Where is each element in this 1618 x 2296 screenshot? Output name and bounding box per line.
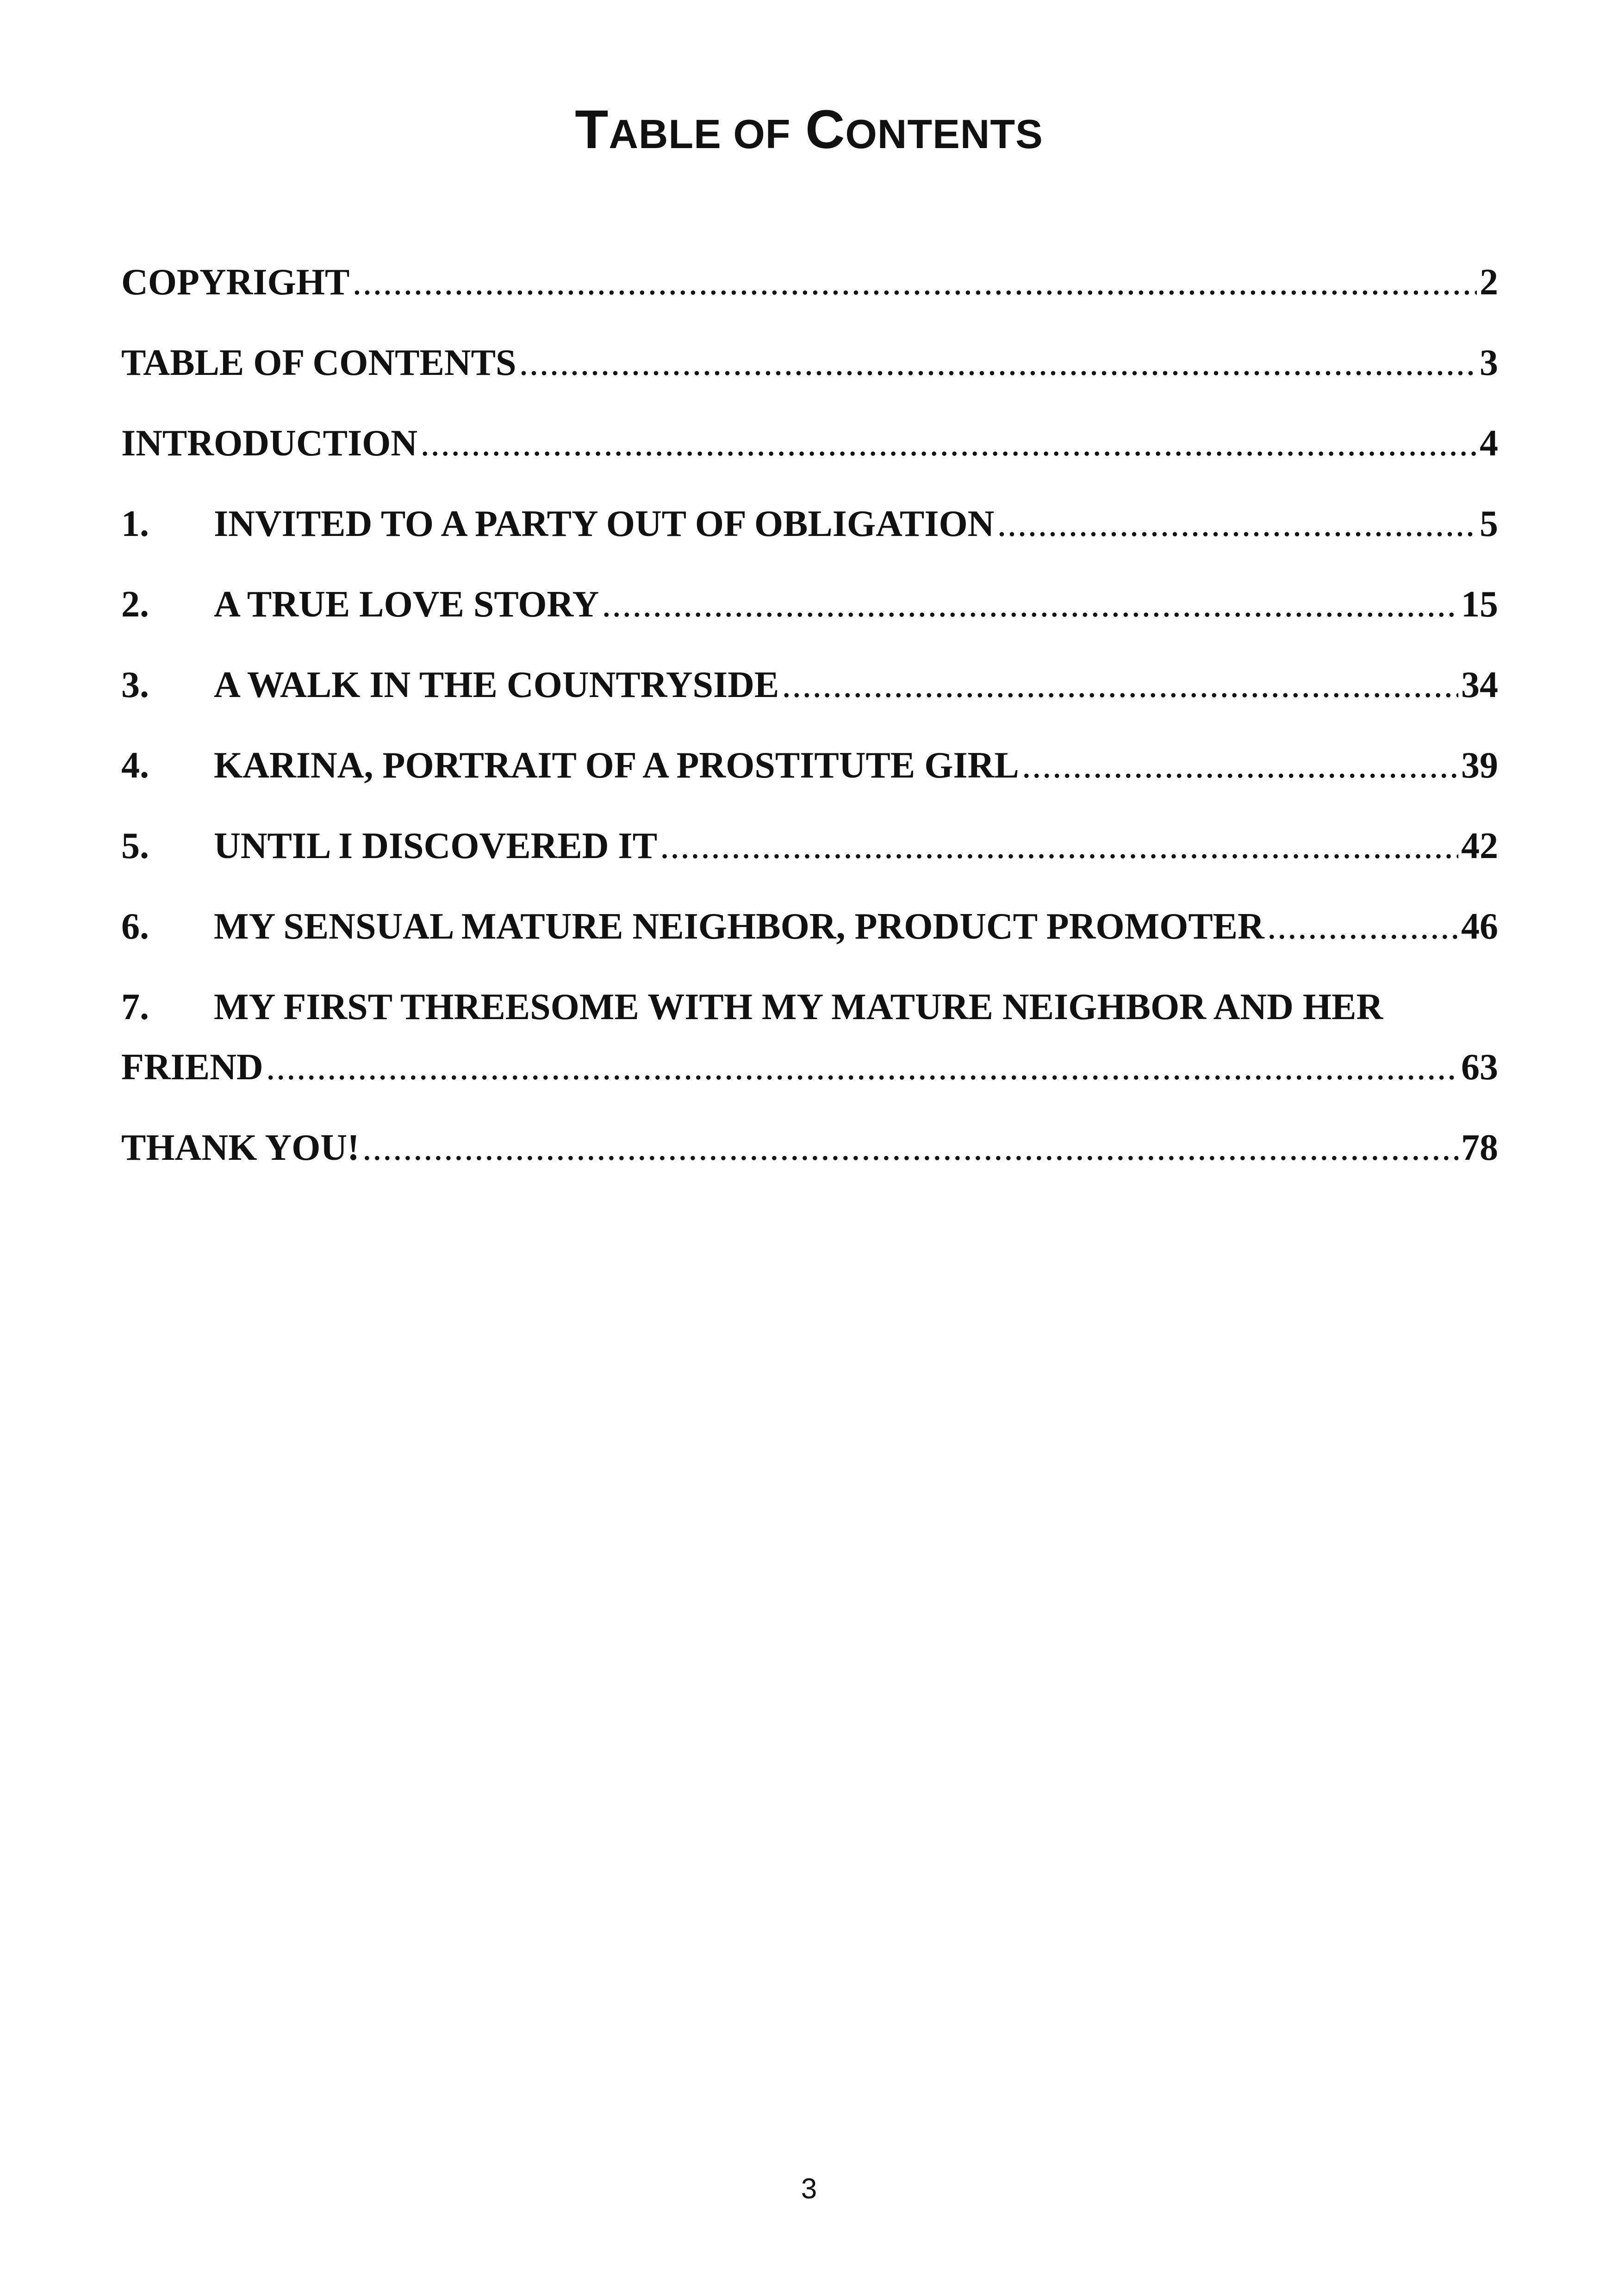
toc-entry-chapter-5[interactable] <box>121 821 1498 871</box>
dot-leader <box>362 1122 1458 1173</box>
toc-entry-page: 4 <box>1480 423 1498 464</box>
title-cap-c: C <box>805 99 846 160</box>
toc-entry-number: 1. <box>121 504 149 544</box>
toc-entry-page: 34 <box>1461 665 1498 705</box>
toc-entry-number: 6. <box>121 906 149 947</box>
dot-leader <box>602 579 1458 630</box>
toc-entry-page: 42 <box>1461 826 1498 866</box>
toc-entry-title: INVITED TO A PARTY OUT OF OBLIGATION <box>214 504 995 544</box>
toc-entry-title: TABLE OF CONTENTS <box>121 342 517 383</box>
dot-leader <box>997 498 1477 549</box>
toc-entry-page: 5 <box>1480 504 1498 544</box>
toc-entry-page: 39 <box>1461 745 1498 786</box>
toc-entry-title-line2: FRIEND <box>121 1047 263 1088</box>
toc-entry-page: 63 <box>1461 1047 1498 1088</box>
toc-entry-number: 5. <box>121 826 149 866</box>
toc-entry-page: 2 <box>1480 262 1498 303</box>
toc-entry-title: COPYRIGHT <box>121 262 350 303</box>
toc-entry-number: 7. <box>121 987 149 1027</box>
dot-leader <box>266 1042 1458 1093</box>
toc-entry-title-line1: MY FIRST THREESOME WITH MY MATURE NEIGHBOR AND HER <box>214 987 1383 1027</box>
toc-entry-chapter-7[interactable] <box>121 982 1498 1093</box>
toc-entry-title: THANK YOU! <box>121 1127 360 1168</box>
toc-entry-title: INTRODUCTION <box>121 423 418 464</box>
toc-entry-number: 2. <box>121 584 149 625</box>
title-rest-ontents: ONTENTS <box>845 111 1043 157</box>
toc-entry-title: KARINA, PORTRAIT OF A PROSTITUTE GIRL <box>214 745 1019 786</box>
toc-list <box>121 257 1498 1203</box>
dot-leader <box>352 257 1477 308</box>
toc-entry-thank-you[interactable] <box>121 1122 1498 1173</box>
title-rest-able-of: ABLE OF <box>609 111 791 157</box>
toc-entry-chapter-6[interactable] <box>121 901 1498 952</box>
dot-leader <box>660 821 1458 871</box>
dot-leader <box>519 337 1477 388</box>
dot-leader <box>420 418 1477 469</box>
toc-entry-title: UNTIL I DISCOVERED IT <box>214 826 658 866</box>
toc-entry-table-of-contents[interactable] <box>121 337 1498 388</box>
toc-entry-number: 4. <box>121 745 149 786</box>
dot-leader <box>1022 740 1458 791</box>
toc-entry-number: 3. <box>121 665 149 705</box>
toc-entry-introduction[interactable] <box>121 418 1498 469</box>
toc-entry-copyright[interactable] <box>121 257 1498 308</box>
page-number: 3 <box>801 2173 817 2205</box>
title-cap-t: T <box>575 99 609 160</box>
dot-leader <box>1267 901 1458 952</box>
toc-entry-chapter-1[interactable] <box>121 498 1498 549</box>
toc-entry-chapter-3[interactable] <box>121 660 1498 710</box>
toc-entry-page: 78 <box>1461 1127 1498 1168</box>
dot-leader <box>782 660 1458 710</box>
toc-entry-page: 15 <box>1461 584 1498 625</box>
toc-entry-page: 46 <box>1461 906 1498 947</box>
toc-entry-title: A WALK IN THE COUNTRYSIDE <box>214 665 779 705</box>
toc-entry-chapter-4[interactable] <box>121 740 1498 791</box>
page-title <box>0 95 1618 169</box>
toc-entry-page: 3 <box>1480 342 1498 383</box>
toc-entry-title: MY SENSUAL MATURE NEIGHBOR, PRODUCT PROMOTER <box>214 906 1264 947</box>
toc-entry-title: A TRUE LOVE STORY <box>214 584 599 625</box>
toc-entry-chapter-2[interactable] <box>121 579 1498 630</box>
